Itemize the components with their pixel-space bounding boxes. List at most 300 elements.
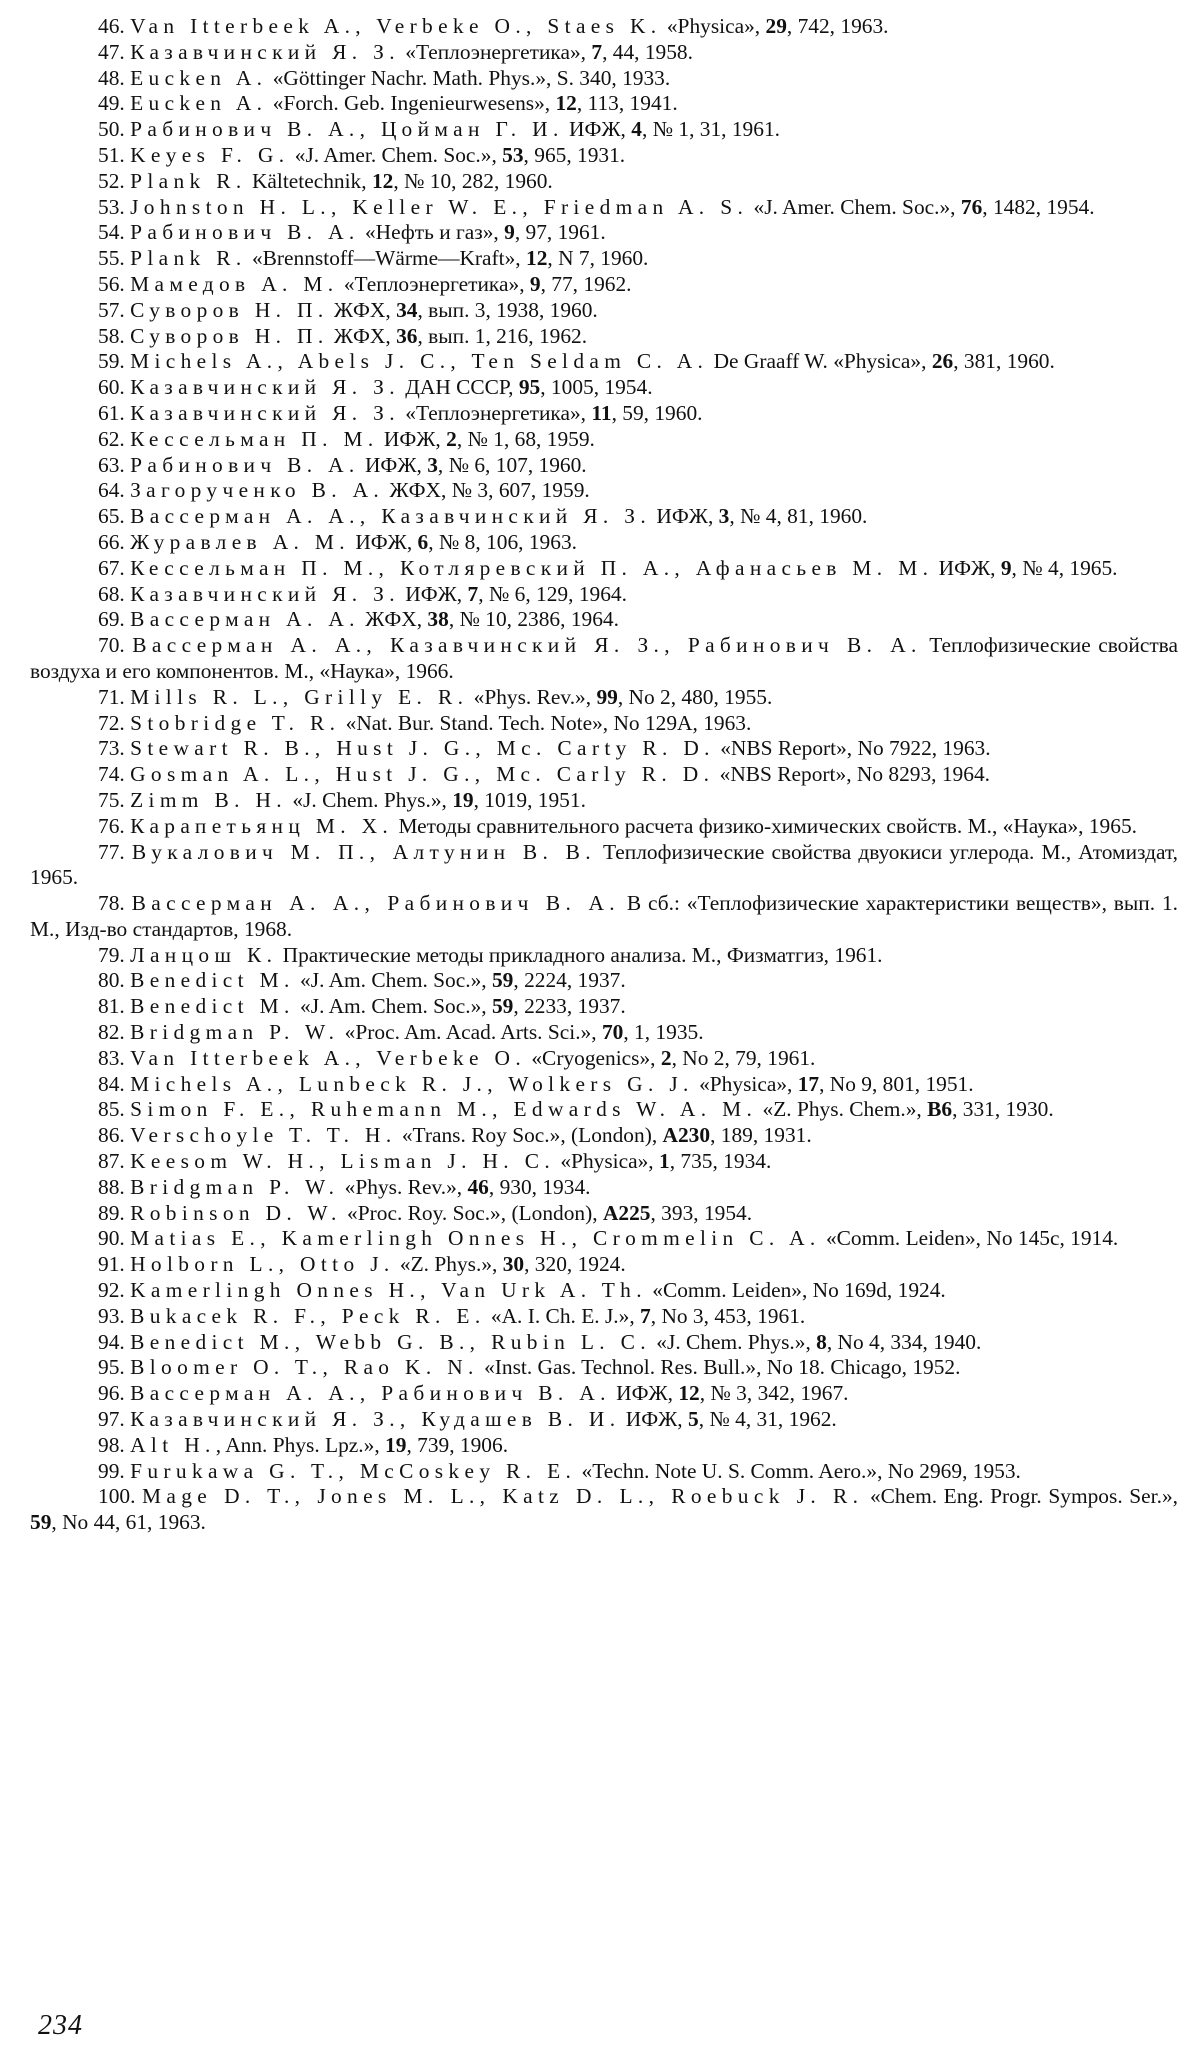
reference-number: 76. [98, 813, 125, 838]
reference-number: 96. [98, 1381, 125, 1406]
reference-number: 71. [98, 684, 125, 709]
volume-number: 38 [427, 607, 449, 632]
volume-number: A230 [662, 1123, 711, 1148]
author-names: Журавлев А. М. [130, 529, 350, 554]
reference-number: 81. [98, 994, 125, 1019]
volume-number: 7 [640, 1303, 651, 1328]
citation-text: , № 10, 282, 1960. [393, 168, 553, 193]
reference-item [30, 91, 1178, 117]
reference-item [30, 788, 1178, 814]
author-names: Mills R. L., Grilly E. R. [130, 684, 469, 709]
citation-text: Теплофизические свойства воздуха и его компонентов. М., «Наука», 1966. [30, 633, 1178, 683]
citation-text: , 1005, 1954. [540, 375, 653, 400]
reference-item [30, 66, 1178, 92]
reference-number: 50. [98, 117, 125, 142]
reference-item [30, 272, 1178, 298]
reference-number: 87. [98, 1149, 125, 1174]
reference-number: 55. [98, 246, 125, 271]
author-names: Van Itterbeek A., Verbeke O. [130, 1045, 527, 1070]
author-names: Kamerlingh Onnes H., Van Urk A. Th. [130, 1278, 647, 1303]
author-names: Вассерман А. А. [130, 607, 360, 632]
citation-text: , № 10, 2386, 1964. [448, 607, 619, 632]
citation-text: «Comm. Leiden», No 169d, 1924. [646, 1278, 946, 1303]
reference-number: 51. [98, 142, 125, 167]
author-names: Robinson D. W. [130, 1200, 342, 1225]
citation-text: ИФЖ, [563, 117, 632, 142]
citation-text: , № 1, 68, 1959. [456, 426, 595, 451]
author-names: Bloomer O. T., Rao K. N. [130, 1355, 479, 1380]
citation-text: , 965, 1931. [523, 142, 626, 167]
reference-number: 84. [98, 1071, 125, 1096]
reference-item [30, 1278, 1178, 1304]
citation-text: , № 3, 342, 1967. [699, 1381, 849, 1406]
volume-number: 17 [797, 1071, 820, 1096]
volume-number: 99 [596, 684, 618, 709]
citation-text: , 1019, 1951. [473, 787, 586, 812]
author-names: Zimm B. H. [130, 787, 288, 812]
author-names: Bridgman P. W. [130, 1174, 340, 1199]
citation-text: «Phys. Rev.», [339, 1174, 468, 1199]
reference-number: 74. [98, 762, 125, 787]
reference-number: 61. [98, 400, 125, 425]
reference-number: 98. [98, 1432, 125, 1457]
citation-text: ИФЖ, [349, 529, 418, 554]
author-names: Рабинович В. А., Цойман Г. И. [130, 117, 564, 142]
citation-text: ДАН СССР, [399, 375, 519, 400]
author-names: Furukawa G. T., McCoskey R. E. [130, 1458, 577, 1483]
author-names: Мамедов А. М. [130, 271, 339, 296]
reference-number: 58. [98, 323, 125, 348]
citation-text: , 320, 1924. [524, 1252, 626, 1277]
reference-number: 46. [98, 14, 125, 38]
citation-text: ИФЖ, [610, 1381, 679, 1406]
volume-number: 76 [960, 194, 983, 219]
author-names: Загорученко В. А. [130, 478, 385, 503]
citation-text: Практические методы прикладного анализа. М., Физматгиз, 1961. [277, 942, 883, 967]
reference-item [30, 14, 1178, 40]
reference-item [30, 762, 1178, 788]
citation-text: , 930, 1934. [488, 1174, 591, 1199]
reference-item [30, 375, 1178, 401]
author-names: Stewart R. B., Hust J. G., Mc. Carty R. D. [130, 736, 715, 761]
author-names: Суворов Н. П. [130, 323, 329, 348]
volume-number: 9 [504, 220, 515, 245]
volume-number: 6 [417, 529, 429, 554]
author-names: Bukacek R. F., Peck R. E. [130, 1303, 486, 1328]
reference-number: 92. [98, 1278, 125, 1303]
reference-item [30, 427, 1178, 453]
reference-number: 54. [98, 220, 125, 245]
page-number: 234 [38, 2010, 83, 2041]
author-names: Вассерман А. А., Рабинович В. А. [131, 891, 620, 916]
reference-item [30, 994, 1178, 1020]
reference-number: 70. [98, 633, 125, 658]
reference-item [30, 40, 1178, 66]
volume-number: 7 [467, 581, 479, 606]
author-names: Stobridge T. R. [130, 710, 341, 735]
citation-text: , № 6, 107, 1960. [437, 452, 587, 477]
author-names: Кессельман П. М., Котляревский П. А., Афанасьев М. М. [130, 555, 934, 580]
reference-number: 57. [98, 297, 125, 322]
citation-text: , No 3, 453, 1961. [650, 1303, 806, 1328]
reference-number: 72. [98, 710, 125, 735]
citation-text: Теплофизические свойства двуокиси углерода. М., Атомиздат, 1965. [30, 839, 1179, 890]
reference-item [30, 891, 1178, 943]
reference-number: 83. [98, 1045, 125, 1070]
citation-text: «NBS Report», No 8293, 1964. [714, 762, 990, 787]
reference-number: 90. [98, 1226, 125, 1251]
volume-number: 59 [491, 968, 514, 993]
citation-text: ЖФХ, № 3, 607, 1959. [384, 478, 590, 503]
citation-text: ИФЖ, [399, 581, 468, 606]
reference-number: 99. [98, 1458, 125, 1483]
citation-text: , 739, 1906. [406, 1432, 509, 1457]
volume-number: 12 [555, 91, 577, 116]
reference-item [30, 220, 1178, 246]
reference-item [30, 968, 1178, 994]
author-names: Вассерман А. А., Рабинович В. А. [130, 1381, 611, 1406]
author-names: Plank R. [130, 246, 247, 271]
reference-item [30, 1226, 1178, 1252]
author-names: Benedict M., Webb G. B., Rubin L. C. [130, 1329, 651, 1354]
reference-number: 82. [98, 1020, 125, 1045]
citation-text: , Ann. Phys. Lpz.», [215, 1432, 386, 1457]
citation-text: «J. Chem. Phys.», [650, 1329, 817, 1354]
volume-number: 3 [718, 504, 730, 529]
reference-item [30, 1175, 1178, 1201]
reference-item [30, 195, 1178, 221]
reference-item [30, 556, 1178, 582]
citation-text: Kältetechnik, [246, 168, 372, 193]
reference-number: 56. [98, 271, 125, 296]
volume-number: 59 [30, 1510, 52, 1535]
citation-text: , № 1, 31, 1961. [641, 117, 780, 142]
volume-number: 3 [427, 452, 438, 477]
citation-text: , 2224, 1937. [513, 968, 626, 993]
reference-list [30, 14, 1178, 1536]
reference-number: 79. [98, 942, 125, 967]
citation-text: «Techn. Note U. S. Comm. Aero.», No 2969, 1953. [576, 1458, 1021, 1483]
volume-number: 36 [396, 323, 418, 348]
author-names: Benedict M. [130, 968, 295, 993]
reference-number: 97. [98, 1407, 125, 1432]
citation-text: «Теплоэнергетика», [399, 39, 592, 64]
reference-number: 100. [98, 1484, 136, 1509]
author-names: Вассерман А. А., Казавчинский Я. З., Рабинович В. А. [132, 633, 922, 658]
citation-text: «Chem. Eng. Progr. Sympos. Ser.», [863, 1484, 1178, 1509]
volume-number: 59 [491, 994, 514, 1019]
citation-text: «Physica», [555, 1149, 659, 1174]
citation-text: , 1, 1935. [623, 1020, 704, 1045]
citation-text: , 742, 1963. [786, 14, 889, 38]
reference-item [30, 401, 1178, 427]
citation-text: , 735, 1934. [669, 1149, 772, 1174]
citation-text: , No 44, 61, 1963. [51, 1510, 206, 1535]
citation-text: «Proc. Am. Acad. Arts. Sci.», [339, 1020, 602, 1045]
author-names: Вассерман А. А., Казавчинский Я. З. [130, 504, 652, 529]
author-names: Keesom W. H., Lisman J. H. C. [130, 1149, 556, 1174]
volume-number: 19 [385, 1432, 407, 1457]
author-names: Bridgman P. W. [130, 1020, 340, 1045]
reference-item [30, 1020, 1178, 1046]
reference-item [30, 711, 1178, 737]
citation-text: ИФЖ, [620, 1407, 688, 1432]
author-names: Казавчинский Я. З. [130, 39, 400, 64]
reference-item [30, 736, 1178, 762]
volume-number: 4 [631, 117, 642, 142]
reference-item [30, 607, 1178, 633]
volume-number: 2 [446, 426, 457, 451]
author-names: Alt H. [130, 1432, 216, 1457]
citation-text: «Göttinger Nachr. Math. Phys.», S. 340, 1933. [267, 65, 671, 90]
reference-item [30, 1484, 1178, 1536]
reference-item [30, 1330, 1178, 1356]
reference-number: 91. [98, 1252, 125, 1277]
reference-number: 68. [98, 581, 125, 606]
citation-text: «Comm. Leiden», No 145c, 1914. [820, 1226, 1119, 1251]
citation-text: ИФЖ, [359, 452, 428, 477]
citation-text: , 77, 1962. [540, 271, 632, 296]
reference-item [30, 453, 1178, 479]
author-names: Matias E., Kamerlingh Onnes H., Crommelin C. A. [130, 1226, 821, 1251]
citation-text: ЖФХ, [328, 323, 397, 348]
citation-text: «J. Amer. Chem. Soc.», [748, 194, 961, 219]
citation-text: «NBS Report», No 7922, 1963. [714, 736, 991, 761]
citation-text: ЖФХ, [359, 607, 428, 632]
citation-text: «Теплоэнергетика», [399, 400, 592, 425]
reference-number: 86. [98, 1123, 125, 1148]
citation-text: , 97, 1961. [514, 220, 606, 245]
citation-text: «J. Amer. Chem. Soc.», [289, 142, 503, 167]
citation-text: , No 2, 79, 1961. [671, 1045, 816, 1070]
reference-item [30, 246, 1178, 272]
citation-text: , 113, 1941. [576, 91, 678, 116]
citation-text: ИФЖ, [933, 555, 1001, 580]
citation-text: «Physica», [661, 14, 766, 38]
citation-text: , 1482, 1954. [982, 194, 1095, 219]
citation-text: , N 7, 1960. [547, 246, 649, 271]
author-names: Holborn L., Otto J. [130, 1252, 395, 1277]
citation-text: , 44, 1958. [602, 39, 693, 64]
citation-text: «J. Am. Chem. Soc.», [294, 994, 492, 1019]
reference-number: 95. [98, 1355, 125, 1380]
reference-number: 85. [98, 1097, 125, 1122]
citation-text: , № 4, 31, 1962. [698, 1407, 837, 1432]
volume-number: 8 [816, 1329, 827, 1354]
reference-number: 53. [98, 194, 125, 219]
citation-text: «J. Am. Chem. Soc.», [294, 968, 492, 993]
author-names: Benedict M. [130, 994, 295, 1019]
citation-text: , № 8, 106, 1963. [428, 529, 577, 554]
reference-item [30, 324, 1178, 350]
reference-item [30, 117, 1178, 143]
citation-text: ИФЖ, [651, 504, 719, 529]
citation-text: Методы сравнительного расчета физико-химических свойств. М., «Наука», 1965. [393, 813, 1137, 838]
author-names: Simon F. E., Ruhemann M., Edwards W. A. M. [130, 1097, 758, 1122]
reference-item [30, 1355, 1178, 1381]
reference-number: 88. [98, 1174, 125, 1199]
reference-item [30, 143, 1178, 169]
citation-text: «Brennstoff—Wärme—Kraft», [246, 246, 526, 271]
author-names: Ланцош К. [130, 942, 278, 967]
volume-number: 7 [591, 39, 603, 64]
volume-number: 1 [659, 1149, 670, 1174]
reference-item [30, 1201, 1178, 1227]
author-names: Рабинович В. А. [130, 220, 360, 245]
citation-text: , 59, 1960. [611, 400, 703, 425]
citation-text: De Graaff W. «Physica», [708, 349, 932, 374]
volume-number: 53 [502, 142, 524, 167]
reference-item [30, 1072, 1178, 1098]
citation-text: «Proc. Roy. Soc.», (London), [341, 1200, 603, 1225]
author-names: Рабинович В. А. [130, 452, 360, 477]
reference-number: 77. [98, 839, 125, 864]
reference-item [30, 685, 1178, 711]
citation-text: «Нефть и газ», [359, 220, 505, 245]
citation-text: , 189, 1931. [710, 1123, 812, 1148]
citation-text: , No 2, 480, 1955. [617, 684, 773, 709]
author-names: Gosman A. L., Hust J. G., Mc. Carly R. D. [130, 762, 715, 787]
reference-number: 67. [98, 555, 125, 580]
citation-text: , № 4, 1965. [1011, 555, 1118, 580]
reference-item [30, 1433, 1178, 1459]
reference-number: 93. [98, 1303, 125, 1328]
reference-item [30, 840, 1178, 892]
author-names: Johnston H. L., Keller W. E., Friedman A. S. [130, 194, 749, 219]
volume-number: 12 [526, 246, 548, 271]
citation-text: «Теплоэнергетика», [338, 271, 530, 296]
author-names: Mage D. T., Jones M. L., Katz D. L., Roebuck J. R. [142, 1484, 864, 1509]
reference-number: 69. [98, 607, 125, 632]
reference-item [30, 504, 1178, 530]
reference-item [30, 169, 1178, 195]
citation-text: , 331, 1930. [952, 1097, 1054, 1122]
reference-item [30, 1149, 1178, 1175]
reference-number: 49. [98, 91, 125, 116]
reference-number: 48. [98, 65, 125, 90]
reference-number: 73. [98, 736, 125, 761]
volume-number: 34 [396, 297, 418, 322]
citation-text: «Nat. Bur. Stand. Tech. Note», No 129A, 1963. [340, 710, 752, 735]
reference-item [30, 349, 1178, 375]
author-names: Казавчинский Я. З. [130, 375, 400, 400]
volume-number: 9 [1000, 555, 1012, 580]
citation-text: «A. I. Ch. E. J.», [485, 1303, 641, 1328]
citation-text: , вып. 1, 216, 1962. [417, 323, 588, 348]
reference-item [30, 1407, 1178, 1433]
author-names: Вукалович М. П., Алтунин В. В. [131, 839, 596, 864]
volume-number: B6 [927, 1097, 953, 1122]
author-names: Казавчинский Я. З. [130, 400, 400, 425]
citation-text: , No 9, 801, 1951. [819, 1071, 974, 1096]
reference-number: 64. [98, 478, 125, 503]
volume-number: 9 [529, 271, 541, 296]
reference-number: 62. [98, 426, 125, 451]
volume-number: A225 [602, 1200, 651, 1225]
citation-text: «Z. Phys.», [394, 1252, 503, 1277]
author-names: Plank R. [130, 168, 247, 193]
reference-number: 47. [98, 39, 125, 64]
author-names: Michels A., Abels J. C., Ten Seldam C. A. [130, 349, 709, 374]
citation-text: «Inst. Gas. Technol. Res. Bull.», No 18. Chicago, 1952. [478, 1355, 961, 1380]
reference-number: 66. [98, 529, 125, 554]
citation-text: , No 4, 334, 1940. [826, 1329, 982, 1354]
reference-number: 60. [98, 375, 125, 400]
citation-text: «Physica», [693, 1071, 798, 1096]
citation-text: «Z. Phys. Chem.», [757, 1097, 928, 1122]
volume-number: 19 [452, 787, 474, 812]
volume-number: 5 [688, 1407, 699, 1432]
volume-number: 46 [467, 1174, 489, 1199]
reference-item [30, 1381, 1178, 1407]
volume-number: 12 [678, 1381, 700, 1406]
author-names: Eucken A. [130, 65, 268, 90]
author-names: Кессельман П. М. [130, 426, 379, 451]
volume-number: 30 [502, 1252, 525, 1277]
citation-text: , вып. 3, 1938, 1960. [417, 297, 598, 322]
reference-item [30, 582, 1178, 608]
reference-item [30, 298, 1178, 324]
author-names: Казавчинский Я. З., Кудашев В. И. [130, 1407, 621, 1432]
reference-number: 52. [98, 168, 125, 193]
reference-item [30, 1252, 1178, 1278]
author-names: Казавчинский Я. З. [130, 581, 400, 606]
citation-text: «Cryogenics», [526, 1045, 661, 1070]
reference-number: 80. [98, 968, 125, 993]
reference-number: 89. [98, 1200, 125, 1225]
citation-text: ИФЖ, [378, 426, 447, 451]
author-names: Карапетьянц М. Х. [130, 813, 394, 838]
reference-item [30, 478, 1178, 504]
reference-number: 75. [98, 787, 125, 812]
citation-text: «Forch. Geb. Ingenieurwesens», [267, 91, 556, 116]
citation-text: , № 6, 129, 1964. [478, 581, 627, 606]
reference-item [30, 1046, 1178, 1072]
author-names: Keyes F. G. [130, 142, 290, 167]
citation-text: В сб.: «Теплофизические характеристики веществ», вып. 1. М., Изд-во стандартов, 1968. [30, 891, 1178, 941]
author-names: Eucken A. [130, 91, 268, 116]
volume-number: 29 [765, 14, 787, 38]
reference-item [30, 1123, 1178, 1149]
citation-text: , № 4, 81, 1960. [729, 504, 868, 529]
reference-item [30, 633, 1178, 685]
reference-item [30, 1304, 1178, 1330]
citation-text: «Trans. Roy Soc.», (London), [396, 1123, 663, 1148]
reference-item [30, 943, 1178, 969]
author-names: Michels A., Lunbeck R. J., Wolkers G. J. [130, 1071, 694, 1096]
citation-text: , 2233, 1937. [513, 994, 626, 1019]
volume-number: 95 [518, 375, 541, 400]
reference-item [30, 814, 1178, 840]
reference-number: 63. [98, 452, 125, 477]
volume-number: 26 [931, 349, 954, 374]
citation-text: ЖФХ, [328, 297, 397, 322]
author-names: Суворов Н. П. [130, 297, 329, 322]
reference-item [30, 1459, 1178, 1485]
reference-number: 78. [98, 891, 125, 916]
reference-item [30, 1097, 1178, 1123]
volume-number: 2 [660, 1045, 672, 1070]
citation-text: , 381, 1960. [953, 349, 1055, 374]
reference-number: 94. [98, 1329, 125, 1354]
citation-text: , 393, 1954. [650, 1200, 753, 1225]
volume-number: 70 [601, 1020, 624, 1045]
reference-number: 59. [98, 349, 125, 374]
reference-item [30, 530, 1178, 556]
citation-text: «Phys. Rev.», [468, 684, 597, 709]
author-names: Verschoyle T. T. H. [130, 1123, 397, 1148]
volume-number: 11 [591, 400, 612, 425]
